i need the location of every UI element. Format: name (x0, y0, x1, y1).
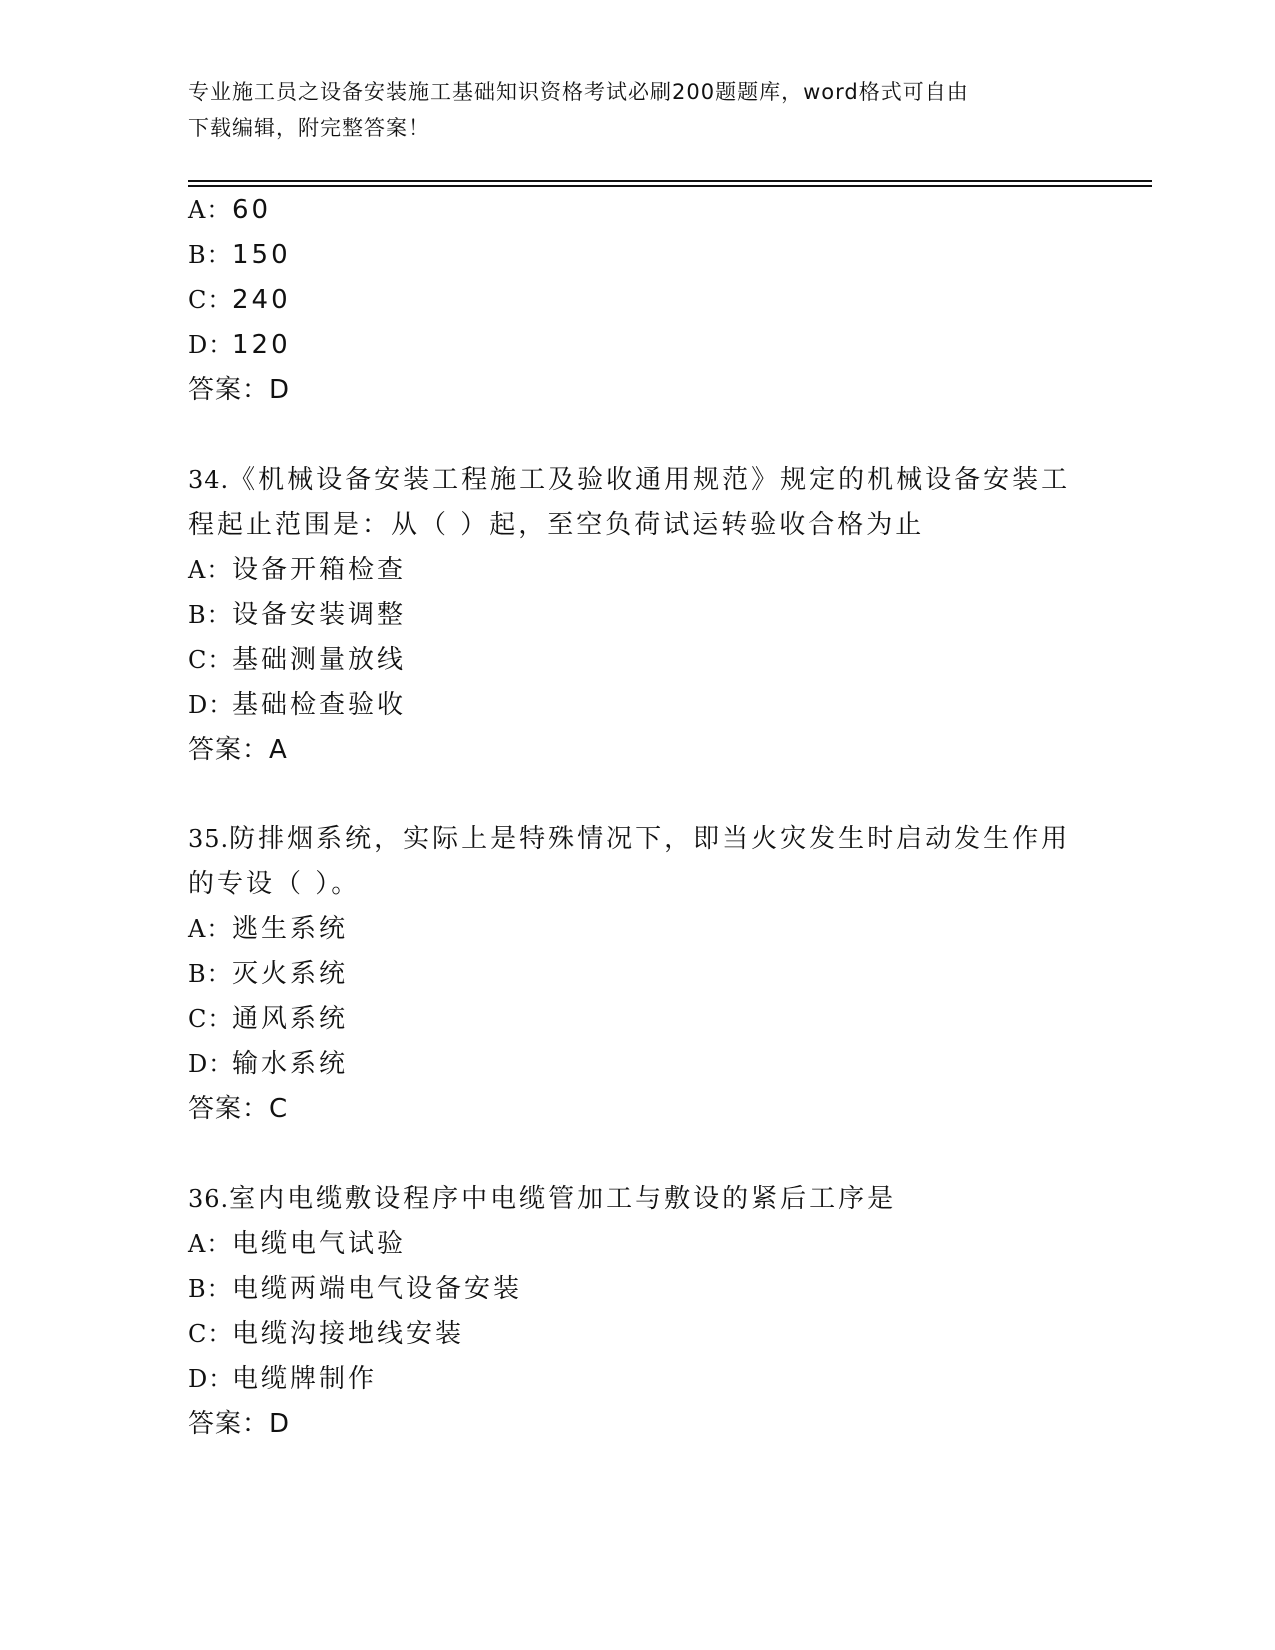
question-number: 34. (188, 466, 230, 494)
q34-stem-line-1 (188, 462, 1070, 498)
option-label: C： (188, 286, 233, 314)
q35-answer: 答案：C (188, 1094, 289, 1124)
option-text: 逃生系统 (232, 914, 349, 944)
q33-option-c (188, 282, 291, 318)
option-label: B： (188, 241, 232, 269)
question-stem-text: 防排烟系统，实际上是特殊情况下，即当火灾发生时启动发生作用 (229, 824, 1071, 854)
option-label: C： (188, 646, 233, 674)
option-label: B： (188, 1275, 232, 1303)
q34-stem-line-2: 程起止范围是：从（ ）起，至空负荷试运转验收合格为止 (188, 510, 925, 540)
question-number: 36. (188, 1185, 230, 1213)
option-label: A： (188, 196, 232, 224)
q35-option-d (188, 1046, 348, 1082)
option-label: A： (188, 556, 232, 584)
option-text: 电缆电气试验 (232, 1229, 407, 1259)
header-divider-bottom (188, 185, 1152, 187)
question-stem-text: 《机械设备安装工程施工及验收通用规范》规定的机械设备安装工 (229, 465, 1071, 495)
option-text: 输水系统 (232, 1049, 349, 1079)
option-text: 150 (232, 240, 291, 270)
option-text: 灭火系统 (232, 959, 349, 989)
option-label: D： (188, 1050, 234, 1078)
option-label: A： (188, 915, 232, 943)
q35-option-c (188, 1001, 348, 1037)
q34-option-c (188, 642, 406, 678)
option-label: D： (188, 691, 234, 719)
option-text: 120 (232, 330, 291, 360)
q33-option-b (188, 237, 291, 273)
q36-answer: 答案：D (188, 1409, 291, 1439)
option-text: 基础检查验收 (232, 690, 407, 720)
question-number: 35. (188, 825, 230, 853)
q36-option-c (188, 1316, 464, 1352)
q34-option-d (188, 687, 406, 723)
option-text: 设备安装调整 (232, 600, 407, 630)
option-text: 电缆沟接地线安装 (232, 1319, 465, 1349)
option-text: 电缆两端电气设备安装 (232, 1274, 523, 1304)
q33-option-d (188, 327, 291, 363)
option-text: 60 (232, 195, 272, 225)
header-line-1: 专业施工员之设备安装施工基础知识资格考试必刷200题题库，word格式可自由 (188, 80, 969, 104)
option-label: D： (188, 1365, 234, 1393)
option-label: D： (188, 331, 234, 359)
option-label: A： (188, 1230, 232, 1258)
q34-option-a (188, 552, 406, 588)
option-label: C： (188, 1320, 233, 1348)
q34-answer: 答案：A (188, 735, 288, 765)
q35-option-a (188, 911, 348, 947)
q36-option-d (188, 1361, 377, 1397)
option-label: B： (188, 960, 232, 988)
q33-answer: 答案：D (188, 375, 291, 405)
q36-option-a (188, 1226, 406, 1262)
option-label: B： (188, 601, 232, 629)
q36-option-b (188, 1271, 522, 1307)
q35-stem-line-1 (188, 821, 1070, 857)
q35-option-b (188, 956, 348, 992)
q35-stem-line-2: 的专设（ ）。 (188, 869, 361, 899)
option-text: 设备开箱检查 (232, 555, 407, 585)
option-text: 电缆牌制作 (232, 1364, 378, 1394)
option-text: 240 (232, 285, 291, 315)
header-divider-top (188, 180, 1152, 182)
option-label: C： (188, 1005, 233, 1033)
document-header (188, 74, 1088, 146)
q34-option-b (188, 597, 406, 633)
question-stem-text: 室内电缆敷设程序中电缆管加工与敷设的紧后工序是 (229, 1184, 897, 1214)
q36-stem-line-1 (188, 1181, 896, 1217)
header-line-2: 下载编辑，附完整答案！ (188, 116, 430, 140)
option-text: 通风系统 (232, 1004, 349, 1034)
q33-option-a (188, 192, 271, 228)
option-text: 基础测量放线 (232, 645, 407, 675)
